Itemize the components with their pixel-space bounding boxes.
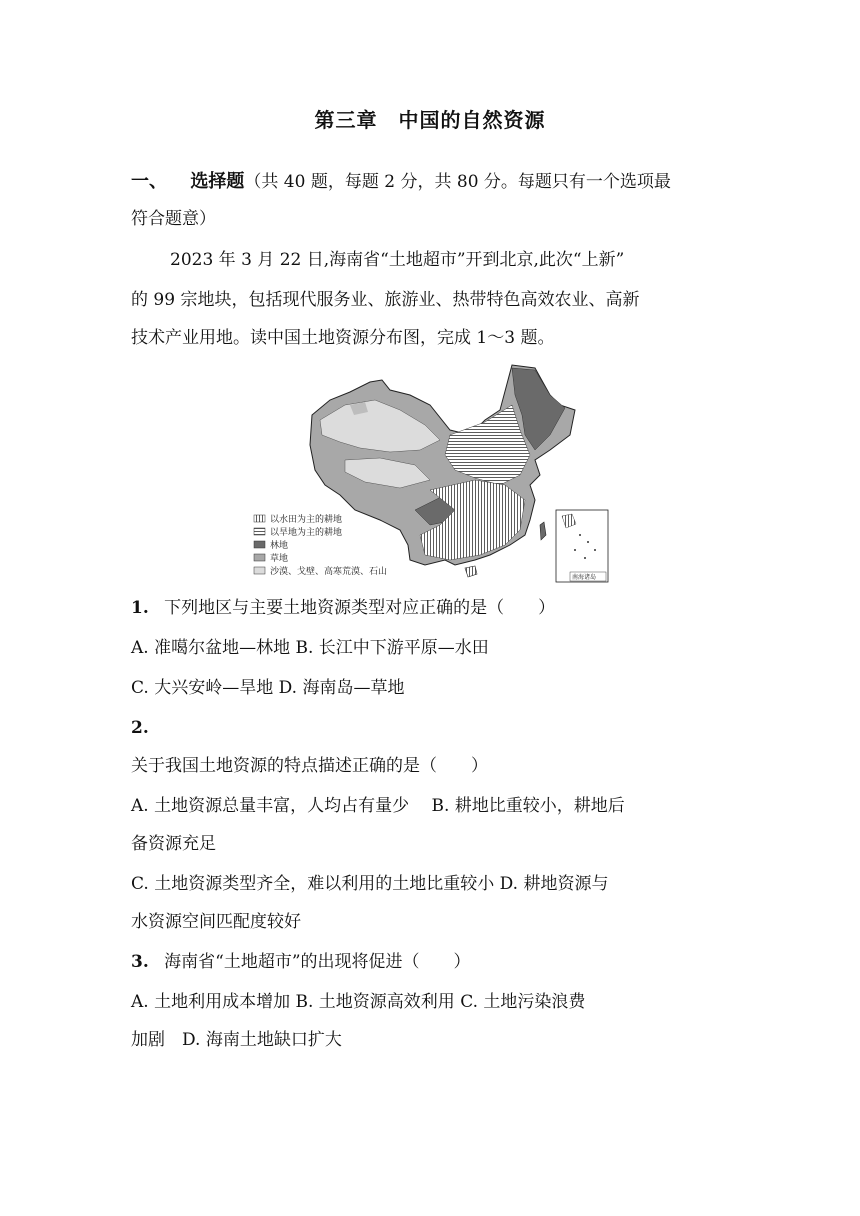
inset-label: 南海诸岛 [572,574,597,581]
china-land-resources-map [250,360,616,585]
legend-item-forest: 林地 [270,541,289,551]
question-2-options-line-2: 备资源充足 [131,834,216,854]
question-3 [131,950,471,974]
question-1-number: 1. [131,598,149,618]
map-hainan [465,566,477,577]
question-2-stem: 关于我国土地资源的特点描述正确的是（ ） [131,756,488,776]
passage-line-1: 2023 年 3 月 22 日,海南省“土地超市”开到北京,此次“上新” [170,250,625,270]
question-3-options-line-1: A. 土地利用成本增加 B. 土地资源高效利用 C. 土地污染浪费 [131,992,586,1012]
question-1-stem: 下列地区与主要土地资源类型对应正确的是（ ） [164,598,556,618]
section-name: 选择题 [190,171,245,192]
passage-line-2: 的 99 宗地块，包括现代服务业、旅游业、热带特色高效农业、高新 [131,290,640,310]
page-title: 第三章 中国的自然资源 [314,108,546,132]
legend-item-dryland: 以旱地为主的耕地 [270,528,343,538]
section-heading [131,170,671,194]
map-legend [254,513,387,577]
question-2-options-line-1: A. 土地资源总量丰富，人均占有量少 B. 耕地比重较小，耕地后 [131,796,625,816]
legend-item-paddy: 以水田为主的耕地 [270,515,343,525]
question-3-number: 3. [131,952,149,972]
question-2-options-line-4: 水资源空间匹配度较好 [131,912,301,932]
map-taiwan [540,522,546,540]
passage-line-3: 技术产业用地。读中国土地资源分布图，完成 1～3 题。 [131,328,555,348]
legend-item-grassland: 草地 [270,554,289,564]
question-1-options-line-1: A. 准噶尔盆地—林地 B. 长江中下游平原—水田 [131,638,489,658]
question-1 [131,596,555,620]
legend-item-desert: 沙漠、戈壁、高寒荒漠、石山 [270,567,388,577]
question-3-options-line-2: 加剧 D. 海南土地缺口扩大 [131,1030,342,1050]
question-2-number: 2. [131,718,149,738]
section-number: 一、 [131,171,167,192]
question-2-options-line-3: C. 土地资源类型齐全，难以利用的土地比重较小 D. 耕地资源与 [131,874,609,894]
section-note-line2: 符合题意） [131,209,216,229]
question-3-stem: 海南省“土地超市”的出现将促进（ ） [164,952,471,972]
question-1-options-line-2: C. 大兴安岭—旱地 D. 海南岛—草地 [131,678,405,698]
section-note: （共 40 题，每题 2 分，共 80 分。每题只有一个选项最 [244,172,671,192]
